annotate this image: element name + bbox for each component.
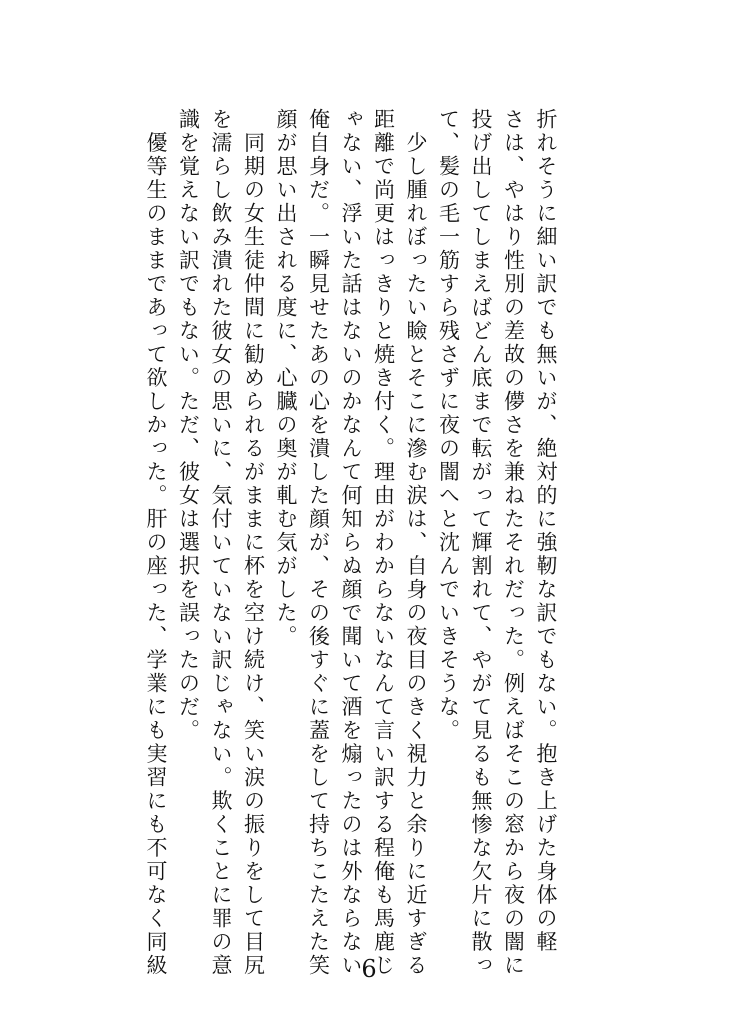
- text-column-12: 識を覚えない訳でもない。ただ、彼女は選択を誤ったのだ。: [176, 108, 201, 743]
- text-column-7: ゃない、浮いた話はないのかなんて何知らぬ顔で聞いて酒を煽ったのは外ならない: [339, 108, 363, 978]
- text-column-11: を濡らし飲み潰れた彼女の思いに、気付いていない訳じゃない。欺くことに罪の意: [209, 108, 233, 978]
- text-column-9: 顔が思い出される度に、心臓の奥が軋む気がした。: [274, 108, 298, 649]
- text-column-4: て、髪の毛一筋すら残さずに夜の闇へと沈んでいきそうな。: [436, 108, 461, 743]
- text-column-3: 投げ出してしまえばどん底まで転がって輝割れて、やがて見るも無惨な欠片に散っ: [469, 108, 493, 978]
- text-column-13: 優等生のままであって欲しかった。肝の座った、学業にも実習にも不可なく同級: [144, 108, 168, 978]
- text-column-10: 同期の女生徒仲間に勧められるがままに杯を空け続け、笑い涙の振りをして目尻: [241, 108, 266, 978]
- text-column-8: 俺自身だ。一瞬見せたあの心を潰した顔が、その後すぐに蓋をして持ちこたえた笑: [306, 108, 331, 978]
- page-number: 6: [361, 955, 377, 983]
- text-column-5: 少し腫れぼったい瞼とそこに滲む涙は、自身の夜目のきく視力と余りに近すぎる: [404, 108, 428, 978]
- vertical-text-body: [140, 108, 563, 978]
- text-column-2: さは、やはり性別の差故の儚さを兼ねたそれだった。例えばそこの窓から夜の闇に: [501, 108, 526, 978]
- text-column-6: 距離で尚更はっきりと焼き付く。理由がわからないなんて言い訳する程俺も馬鹿じ: [371, 108, 396, 978]
- text-column-1: 折れそうに細い訳でも無いが、絶対的に強靭な訳でもない。抱き上げた身体の軽: [534, 108, 558, 954]
